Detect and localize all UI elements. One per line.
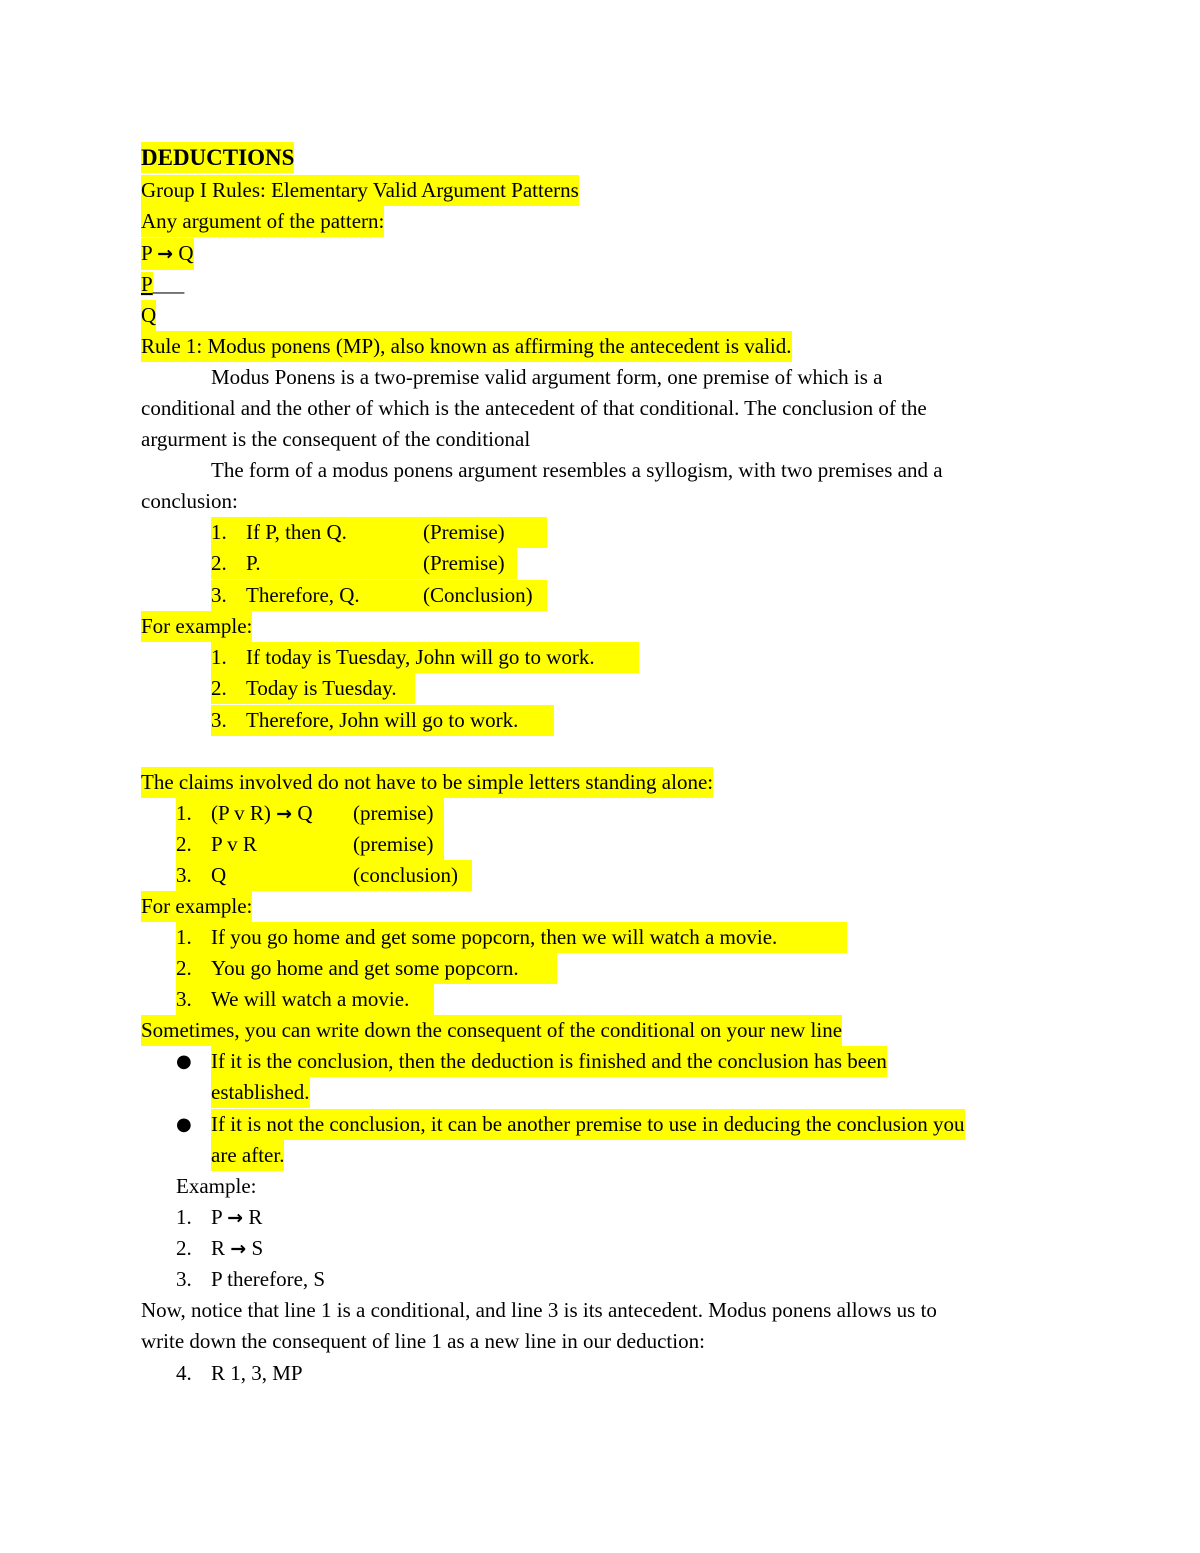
claims-item: 3. Q (conclusion)	[176, 860, 472, 891]
example1-item: 1. If today is Tuesday, John will go to work.	[211, 642, 639, 673]
bullet-item: ● If it is the conclusion, then the deduction is finished and the conclusion has been established.	[176, 1046, 1076, 1108]
bullet-item: ● If it is not the conclusion, it can be another premise to use in deducing the conclusion you are after.	[176, 1109, 1076, 1171]
para1-line2: conditional and the other of which is the antecedent of that conditional. The conclusion of the	[141, 396, 927, 420]
pattern-intro: Any argument of the pattern:	[141, 206, 384, 237]
pattern-line-3: Q	[141, 300, 156, 331]
para1-line1: Modus Ponens is a two-premise valid argument form, one premise of which is a	[211, 365, 883, 389]
page-title: DEDUCTIONS	[141, 142, 294, 173]
example-label: For example:	[141, 611, 252, 642]
notice-line1: Now, notice that line 1 is a conditional, and line 3 is its antecedent. Modus ponens allows us to	[141, 1298, 937, 1322]
form-list-item: 3. Therefore, Q. (Conclusion)	[211, 580, 547, 611]
bullet-icon: ●	[176, 1114, 192, 1135]
notice-line2: write down the consequent of line 1 as a new line in our deduction:	[141, 1329, 705, 1353]
deduction-line: 1. P → R	[176, 1205, 263, 1229]
pattern-premise: P	[141, 272, 153, 296]
sometimes-line: Sometimes, you can write down the consequent of the conditional on your new line	[141, 1015, 842, 1046]
deduction-line: 3. P therefore, S	[176, 1267, 326, 1291]
deduction-line: 2. R → S	[176, 1236, 264, 1260]
rule-1-heading: Rule 1: Modus ponens (MP), also known as affirming the antecedent is valid.	[141, 331, 792, 362]
example2-item: 3. We will watch a movie.	[176, 984, 434, 1015]
group-heading: Group I Rules: Elementary Valid Argument Patterns	[141, 175, 579, 206]
deduction-line-4: 4. R 1, 3, MP	[176, 1361, 303, 1385]
pattern-consequent: Q	[178, 241, 194, 265]
arrow-icon: →	[227, 1207, 244, 1229]
para2-line2: conclusion:	[141, 489, 238, 513]
para2-line1: The form of a modus ponens argument resembles a syllogism, with two premises and a	[211, 458, 943, 482]
para1-line3: argurment is the consequent of the conditional	[141, 427, 531, 451]
example-label-2: For example:	[141, 891, 252, 922]
example1-item: 2. Today is Tuesday.	[211, 673, 415, 704]
claims-item: 1. (P v R) → Q (premise)	[176, 798, 444, 829]
arrow-icon: →	[230, 1238, 247, 1260]
example-word: Example:	[176, 1174, 257, 1198]
example2-item: 2. You go home and get some popcorn.	[176, 953, 557, 984]
form-list-item: 1. If P, then Q. (Premise)	[211, 517, 547, 548]
pattern-line-1	[141, 238, 194, 270]
example2-item: 1. If you go home and get some popcorn, then we will watch a movie.	[176, 922, 847, 953]
arrow-icon: →	[276, 803, 293, 825]
bullet-icon: ●	[176, 1051, 192, 1072]
arrow-icon: →	[157, 243, 174, 265]
pattern-antecedent: P	[141, 241, 152, 265]
claims-intro: The claims involved do not have to be simple letters standing alone:	[141, 767, 713, 798]
form-list-item: 2. P. (Premise)	[211, 548, 517, 579]
pattern-line-2	[141, 269, 184, 300]
pattern-rule-line: ___	[152, 272, 185, 296]
example1-item: 3. Therefore, John will go to work.	[211, 705, 554, 736]
claims-item: 2. P v R (premise)	[176, 829, 444, 860]
